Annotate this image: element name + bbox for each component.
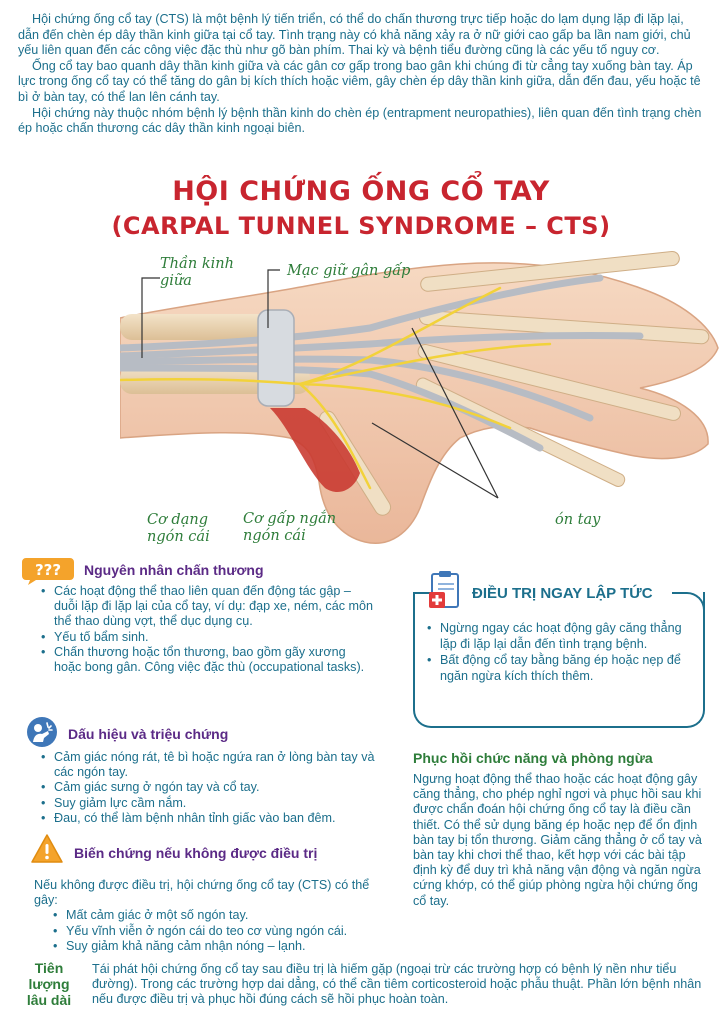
label-flexor-short-line1: Cơ gấp ngắn	[243, 511, 337, 527]
label-median-nerve	[160, 256, 234, 290]
complications-lead: Nếu không được điều trị, hội chứng ống cổ tay (CTS) có thể gây:	[34, 878, 370, 908]
causes-item-2: • Yếu tố bẩm sinh.	[54, 630, 376, 645]
rehab-heading: Phục hồi chức năng và phòng ngừa	[413, 750, 653, 766]
hand-pain-icon	[26, 716, 58, 748]
treatment-item-1: • Ngừng ngay các hoạt động gây căng thẳng lặp đi lặp lại dẫn đến tình trạng bệnh.	[440, 620, 690, 652]
intro-paragraph-2: Ống cổ tay bao quanh dây thần kinh giữa và các gân cơ gấp trong bao gân khi chúng đi từ cẳng tay xuống bàn tay. Áp lực trong ống cổ tay có thể tăng do gân bị kích thích hoặc viêm, gây chèn ép dây thần kinh giữa, dẫn đến đau, yếu hoặc tê bì ở bàn tay, có thể lan lên cánh tay.	[18, 58, 701, 104]
causes-item-1: • Các hoạt động thể thao liên quan đến động tác gập – duỗi lặp đi lặp lại của cổ tay, ví dụ: đạp xe, ném, các môn thể thao dùng vợt, thể dục dụng cụ.	[54, 584, 376, 630]
symptoms-item-3: • Suy giảm lực cầm nắm.	[54, 796, 386, 811]
label-abductor-line1: Cơ dạng	[147, 512, 208, 528]
complications-heading: Biến chứng nếu không được điều trị	[74, 845, 318, 861]
medical-chart-icon	[428, 570, 464, 610]
symptoms-heading: Dấu hiệu và triệu chứng	[68, 726, 229, 742]
label-abductor-line2: ngón cái	[147, 529, 210, 545]
label-flexor-pollicis-brevis	[243, 511, 336, 545]
treatment-heading: ĐIỀU TRỊ NGAY LẬP TỨC	[472, 585, 653, 602]
intro-text	[18, 12, 708, 137]
svg-text:???: ???	[34, 561, 62, 579]
symptoms-item-1: • Cảm giác nóng rát, tê bì hoặc ngứa ran ở lòng bàn tay và các ngón tay.	[54, 750, 386, 780]
causes-item-3: • Chấn thương hoặc tổn thương, bao gồm gãy xương hoặc bong gân. Công việc đặc thù (occupational tasks).	[54, 645, 376, 675]
treatment-list	[422, 620, 690, 684]
rehab-text: Ngưng hoạt động thể thao hoặc các hoạt động gây căng thẳng, cho phép nghỉ ngơi và phục hồi sau khi được chẩn đoán hội chứng ống cổ tay là điều cần thiết. Có thể sử dụng băng ép hoặc nẹp để ổn định bàn tay bị tổn thương. Giảm căng thẳng ở cổ tay và bàn tay khi chơi thể thao, kết hợp với các bài tập định kỳ để duy trì khả năng vận động và ngăn ngừa cứng khớp, có thể giúp phòng ngừa hội chứng ống cổ tay.	[413, 772, 702, 908]
prognosis-heading-line2: lượng	[28, 976, 70, 992]
page-subtitle: (CARPAL TUNNEL SYNDROME – CTS)	[111, 212, 611, 240]
label-median-nerve-line1: Thần kinh	[160, 256, 234, 272]
label-abductor-pollicis	[147, 512, 210, 546]
complications-item-1: • Mất cảm giác ở một số ngón tay.	[66, 908, 394, 923]
flexor-retinaculum	[258, 310, 294, 406]
intro-paragraph-3: Hội chứng này thuộc nhóm bệnh lý bệnh thần kinh do chèn ép (entrapment neuropathies), liên quan đến tình trạng chèn ép hoặc chấn thương các dây thần kinh ngoại biên.	[18, 105, 702, 136]
hand-anatomy-illustration	[120, 248, 720, 560]
warning-icon	[30, 832, 64, 866]
label-median-nerve-line2: giữa	[160, 273, 192, 289]
causes-list	[36, 584, 376, 675]
intro-paragraph-1: Hội chứng ống cổ tay (CTS) là một bệnh lý tiến triển, có thể do chấn thương trực tiếp hoặc do lạm dụng lặp đi lặp lại, dẫn đến chèn ép dây thần kinh giữa tại cổ tay. Tình trạng này có khả năng xảy ra ở nữ giới cao gấp ba lần nam giới, chủ yếu liên quan đến các công việc đặc thù như gõ bàn phím. Thai kỳ và bệnh tiểu đường cũng là các yếu tố nguy cơ.	[18, 12, 691, 58]
page-title: HỘI CHỨNG ỐNG CỔ TAY	[172, 176, 550, 207]
complications-item-2: • Yếu vĩnh viễn ở ngón cái do teo cơ vùng ngón cái.	[66, 924, 394, 939]
symptoms-item-2: • Cảm giác sưng ở ngón tay và cổ tay.	[54, 780, 386, 795]
question-bubble-icon	[20, 554, 76, 586]
complications-item-3: • Suy giảm khả năng cảm nhận nóng – lạnh.	[66, 939, 394, 954]
label-fingers: ón tay	[555, 512, 601, 528]
causes-heading: Nguyên nhân chấn thương	[84, 562, 264, 578]
symptoms-list	[36, 750, 386, 826]
complications-block	[34, 878, 394, 954]
label-flexor-short-line2: ngón cái	[243, 528, 306, 544]
symptoms-item-4: • Đau, có thể làm bệnh nhân tỉnh giấc vào ban đêm.	[54, 811, 386, 826]
prognosis-heading-line1: Tiên	[34, 960, 64, 976]
prognosis-text: Tái phát hội chứng ống cổ tay sau điều trị là hiếm gặp (ngoại trừ các trường hợp có bệnh lý nền như tiểu đường). Trong các trường hợp dai dẳng, có thể cần tiêm corticosteroid hoặc phẫu thuật. Phần lớn bệnh nhân nếu được điều trị và phục hồi đúng cách sẽ hồi phục hoàn toàn.	[92, 962, 702, 1007]
label-flexor-retinaculum: Mạc giữ gân gấp	[287, 263, 411, 279]
prognosis-heading-line3: lâu dài	[26, 992, 72, 1008]
treatment-item-2: • Bất động cổ tay bằng băng ép hoặc nẹp để ngăn ngừa kích thích thêm.	[440, 652, 690, 684]
prognosis-heading	[16, 960, 82, 1008]
